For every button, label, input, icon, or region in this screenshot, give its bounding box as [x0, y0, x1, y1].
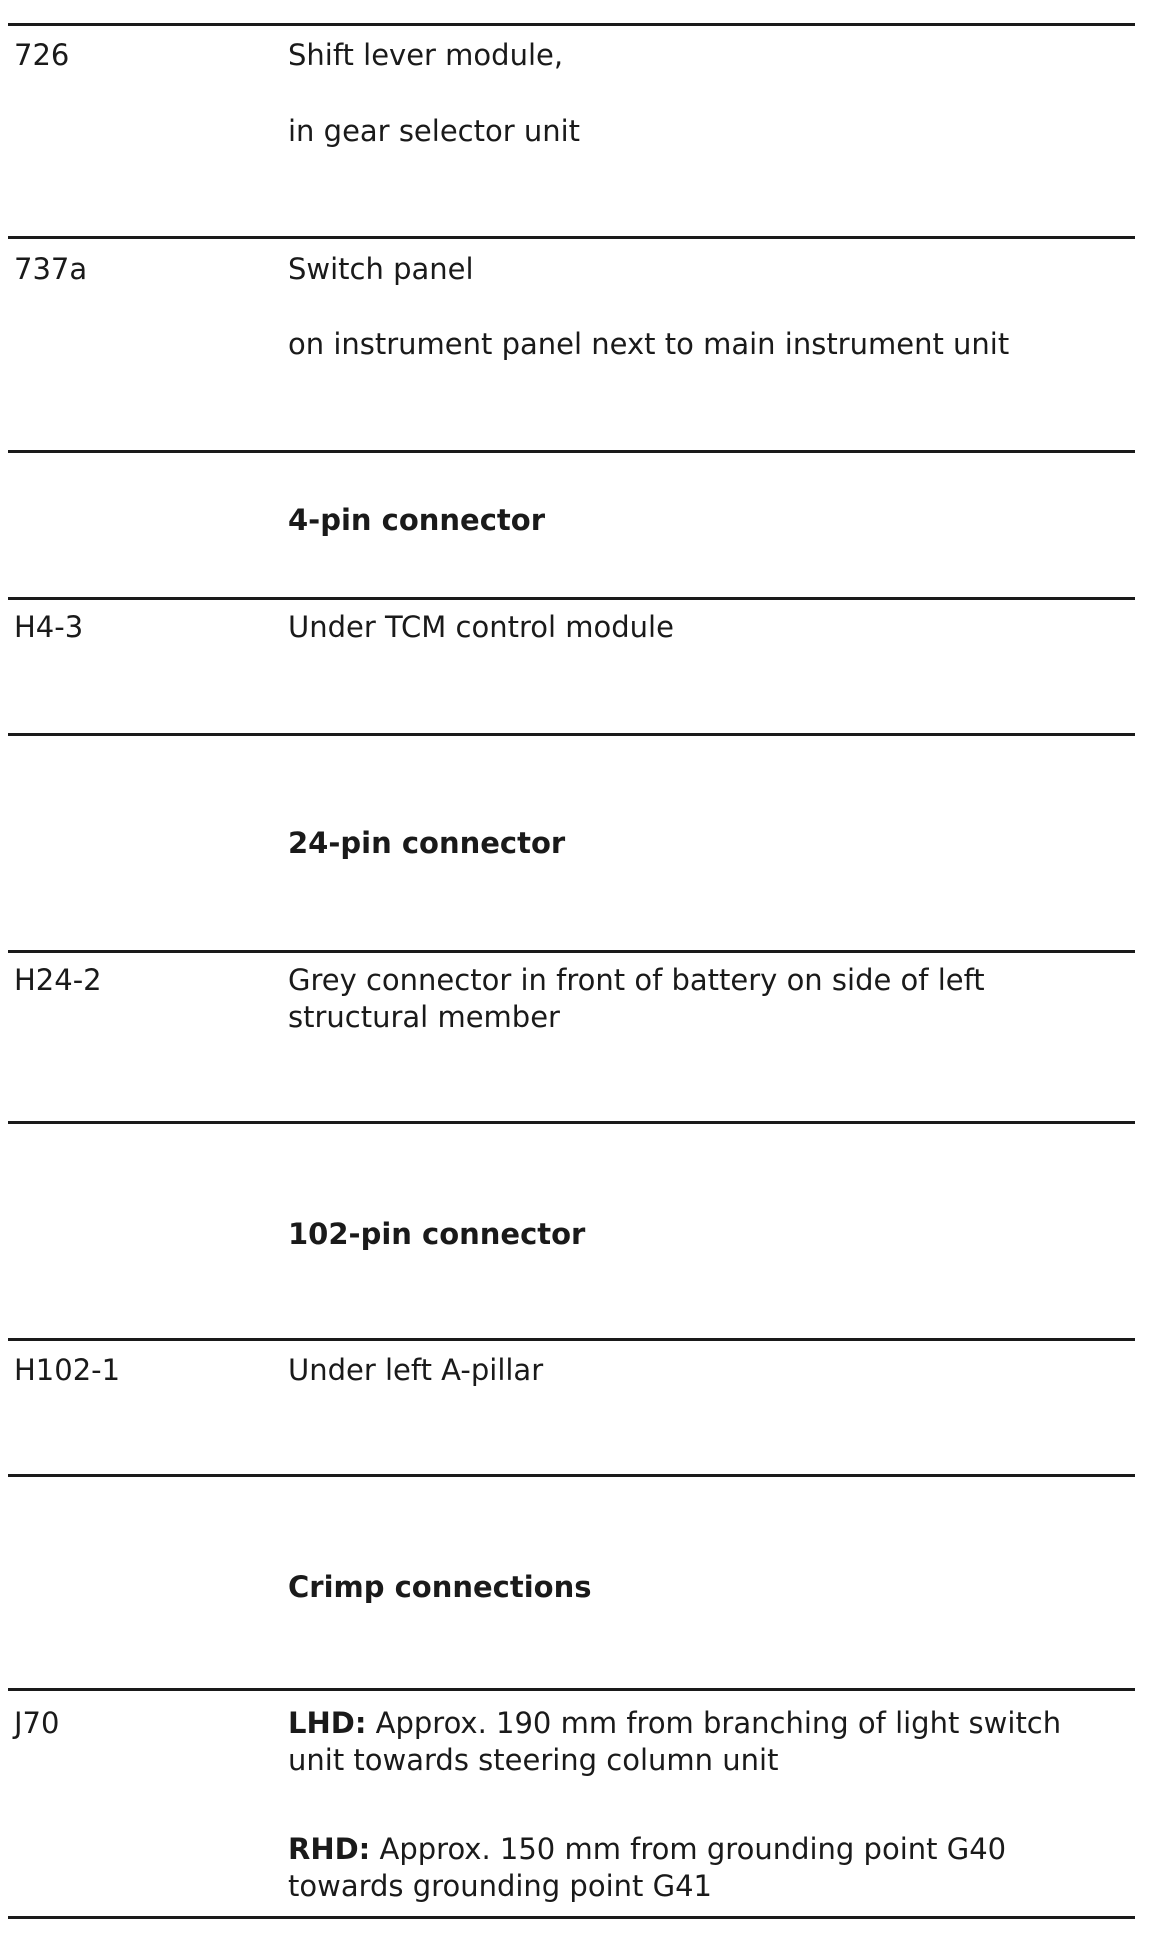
row-divider: [8, 1688, 1135, 1691]
rhd-text: Approx. 150 mm from grounding point G40 towards grounding point G41: [288, 1832, 1007, 1903]
row-divider: [8, 236, 1135, 239]
rhd-location: [288, 1831, 1078, 1905]
component-location-detail: on instrument panel next to main instrument unit: [288, 327, 1010, 361]
connector-location: Under left A-pillar: [288, 1353, 544, 1387]
lhd-location: [288, 1705, 1118, 1779]
row-divider: [8, 1916, 1135, 1919]
row-divider: [8, 950, 1135, 953]
row-divider: [8, 1338, 1135, 1341]
row-divider: [8, 23, 1135, 26]
connector-location: Under TCM control module: [288, 610, 674, 644]
row-divider: [8, 597, 1135, 600]
row-divider: [8, 450, 1135, 453]
connector-code: H4-3: [14, 610, 84, 644]
component-location: Shift lever module,: [288, 38, 564, 72]
component-location: Switch panel: [288, 252, 474, 286]
lhd-text: Approx. 190 mm from branching of light switch unit towards steering column unit: [288, 1706, 1062, 1777]
connector-code: H24-2: [14, 963, 102, 997]
lhd-label: LHD:: [288, 1706, 367, 1740]
section-heading: 102-pin connector: [288, 1217, 586, 1251]
component-code: 726: [14, 38, 70, 72]
section-heading: Crimp connections: [288, 1570, 592, 1604]
connector-code: H102-1: [14, 1353, 121, 1387]
component-location-detail: in gear selector unit: [288, 114, 581, 148]
row-divider: [8, 733, 1135, 736]
section-heading: 4-pin connector: [288, 503, 546, 537]
connector-location: Grey connector in front of battery on side of left structural member: [288, 963, 985, 1034]
row-divider: [8, 1474, 1135, 1477]
component-code: 737a: [14, 252, 88, 286]
rhd-label: RHD:: [288, 1832, 371, 1866]
row-divider: [8, 1121, 1135, 1124]
connection-code: J70: [14, 1706, 60, 1740]
section-heading: 24-pin connector: [288, 826, 566, 860]
